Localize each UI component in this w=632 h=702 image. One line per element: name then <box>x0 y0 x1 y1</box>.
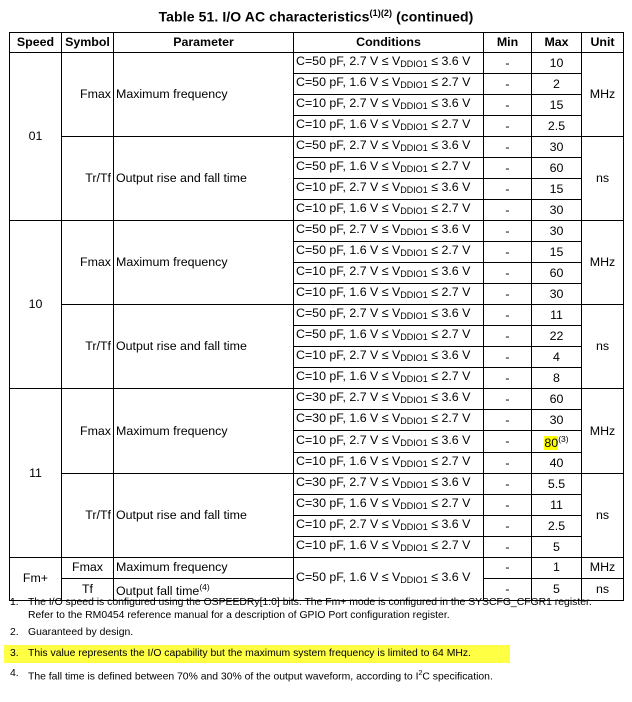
condition-suffix: ≤ 3.6 V <box>427 138 471 152</box>
condition-prefix: C=50 pF, 1.6 V ≤ V <box>296 75 401 89</box>
condition-cell <box>294 221 484 242</box>
condition-subscript: DDIO1 <box>400 185 428 195</box>
speed-cell: 10 <box>10 221 62 389</box>
condition-suffix: ≤ 2.7 V <box>427 159 471 173</box>
condition-suffix: ≤ 2.7 V <box>427 538 471 552</box>
table-row <box>10 305 624 326</box>
condition-cell <box>294 200 484 221</box>
footnote-2: 2. Guaranteed by design. <box>10 627 134 639</box>
min-cell: - <box>484 284 532 305</box>
parameter-cell: Maximum frequency <box>114 53 294 137</box>
max-value: 30 <box>549 286 564 301</box>
max-value: 5.5 <box>547 476 566 491</box>
max-value: 40 <box>549 455 564 470</box>
min-cell: - <box>484 431 532 453</box>
condition-cell <box>294 74 484 95</box>
condition-suffix: ≤ 3.6 V <box>427 96 471 110</box>
condition-prefix: C=30 pF, 2.7 V ≤ V <box>296 390 401 404</box>
min-cell: - <box>484 137 532 158</box>
unit-cell: ns <box>582 578 624 600</box>
max-cell <box>532 410 582 431</box>
condition-suffix: ≤ 2.7 V <box>427 496 471 510</box>
min-cell: - <box>484 158 532 179</box>
condition-suffix: ≤ 3.6 V <box>427 432 471 447</box>
condition-cell <box>294 158 484 179</box>
condition-cell <box>294 284 484 305</box>
max-value: 5 <box>553 539 560 554</box>
condition-cell <box>294 389 484 410</box>
parameter-cell: Maximum frequency <box>114 221 294 305</box>
max-value: 30 <box>549 223 564 238</box>
condition-subscript: DDIO1 <box>400 480 428 490</box>
footnote-3: 3. This value represents the I/O capability but the maximum system frequency is limited to 64 MHz. <box>4 645 510 664</box>
max-value: 2 <box>553 76 560 91</box>
max-cell <box>532 200 582 221</box>
condition-cell <box>294 116 484 137</box>
max-value: 11 <box>550 307 563 322</box>
min-cell: - <box>484 221 532 242</box>
condition-cell <box>294 537 484 558</box>
condition-suffix: ≤ 3.6 V <box>427 569 471 584</box>
condition-suffix: ≤ 2.7 V <box>427 201 471 215</box>
condition-subscript: DDIO1 <box>400 574 428 585</box>
parameter-cell <box>114 558 294 579</box>
table-row <box>10 558 624 579</box>
parameter-cell: Output rise and fall time <box>114 137 294 221</box>
condition-prefix: C=10 pF, 1.6 V ≤ V <box>296 454 401 468</box>
min-cell: - <box>484 305 532 326</box>
parameter-cell: Output rise and fall time <box>114 305 294 389</box>
condition-prefix: C=50 pF, 1.6 V ≤ V <box>296 243 401 257</box>
condition-suffix: ≤ 3.6 V <box>427 222 471 236</box>
max-value: 2.5 <box>547 118 566 133</box>
min-cell: - <box>484 495 532 516</box>
parameter-cell: Output rise and fall time <box>114 474 294 558</box>
condition-prefix: C=10 pF, 2.7 V ≤ V <box>296 96 401 110</box>
symbol-cell: Fmax <box>62 558 114 579</box>
footnote-ref: (4) <box>199 581 210 592</box>
table-row <box>10 474 624 495</box>
condition-prefix: C=50 pF, 2.7 V ≤ V <box>296 54 401 68</box>
max-cell <box>532 242 582 263</box>
symbol-cell: Tf <box>62 578 114 600</box>
condition-suffix: ≤ 3.6 V <box>427 390 471 404</box>
max-cell <box>532 516 582 537</box>
condition-suffix: ≤ 3.6 V <box>427 306 471 320</box>
condition-prefix: C=50 pF, 2.7 V ≤ V <box>296 306 401 320</box>
max-value: 80 <box>544 436 559 450</box>
header-min: Min <box>484 33 532 53</box>
max-value: 15 <box>549 244 564 259</box>
max-cell: 5 <box>532 578 582 600</box>
condition-cell <box>294 410 484 431</box>
table-title: Table 51. I/O AC characteristics$^{(1)(2)}$ (continued) <box>158 8 474 25</box>
speed-cell: Fm+ <box>10 558 62 601</box>
condition-cell <box>294 558 484 601</box>
condition-cell <box>294 137 484 158</box>
condition-prefix: C=10 pF, 1.6 V ≤ V <box>296 538 401 552</box>
min-cell: - <box>484 179 532 200</box>
condition-prefix: C=50 pF, 1.6 V ≤ V <box>296 159 401 173</box>
condition-cell <box>294 326 484 347</box>
max-value: 60 <box>549 160 564 175</box>
header-max: Max <box>532 33 582 53</box>
condition-subscript: DDIO1 <box>400 353 428 363</box>
condition-prefix: C=50 pF, 2.7 V ≤ V <box>296 222 401 236</box>
unit-cell: MHz <box>582 53 624 137</box>
condition-suffix: ≤ 2.7 V <box>427 411 471 425</box>
max-value: 10 <box>549 55 564 70</box>
header-conditions: Conditions <box>294 33 484 53</box>
min-cell: - <box>484 263 532 284</box>
header-speed: Speed <box>10 33 62 53</box>
condition-subscript: DDIO1 <box>400 206 428 216</box>
condition-prefix: C=10 pF, 1.6 V ≤ V <box>296 117 401 131</box>
max-cell <box>532 74 582 95</box>
condition-subscript: DDIO1 <box>400 80 428 90</box>
footnote-ref: (3) <box>558 434 569 444</box>
min-cell: - <box>484 389 532 410</box>
min-cell: - <box>484 558 532 579</box>
unit-cell: MHz <box>582 389 624 474</box>
condition-subscript: DDIO1 <box>400 437 428 448</box>
condition-subscript: DDIO1 <box>400 143 428 153</box>
condition-subscript: DDIO1 <box>400 269 428 279</box>
condition-suffix: ≤ 3.6 V <box>427 348 471 362</box>
min-cell: - <box>484 74 532 95</box>
condition-cell <box>294 431 484 453</box>
max-value: 30 <box>549 202 564 217</box>
condition-prefix: C=10 pF, 1.6 V ≤ V <box>296 201 401 215</box>
condition-prefix: C=30 pF, 2.7 V ≤ V <box>296 475 401 489</box>
unit-cell: ns <box>582 305 624 389</box>
condition-prefix: C=50 pF, 2.7 V ≤ V <box>296 138 401 152</box>
condition-prefix: C=10 pF, 2.7 V ≤ V <box>296 264 401 278</box>
condition-suffix: ≤ 2.7 V <box>427 117 471 131</box>
table-row <box>10 137 624 158</box>
max-value: 8 <box>553 370 560 385</box>
unit-cell: ns <box>582 474 624 558</box>
max-cell <box>532 326 582 347</box>
condition-cell <box>294 95 484 116</box>
max-cell <box>532 305 582 326</box>
condition-cell <box>294 179 484 200</box>
unit-cell: ns <box>582 137 624 221</box>
symbol-cell: Fmax <box>62 53 114 137</box>
max-cell: 1 <box>532 558 582 579</box>
max-value: 15 <box>549 181 564 196</box>
condition-suffix: ≤ 3.6 V <box>427 517 471 531</box>
table-row <box>10 53 624 74</box>
header-unit: Unit <box>582 33 624 53</box>
condition-subscript: DDIO1 <box>400 227 428 237</box>
symbol-cell: Fmax <box>62 389 114 474</box>
condition-cell <box>294 516 484 537</box>
min-cell: - <box>484 53 532 74</box>
condition-prefix: C=10 pF, 1.6 V ≤ V <box>296 369 401 383</box>
unit-cell: MHz <box>582 558 624 579</box>
condition-subscript: DDIO1 <box>400 332 428 342</box>
condition-cell <box>294 242 484 263</box>
condition-cell <box>294 305 484 326</box>
table-row <box>10 389 624 410</box>
max-cell <box>532 431 582 453</box>
condition-cell <box>294 263 484 284</box>
condition-prefix: C=30 pF, 1.6 V ≤ V <box>296 496 401 510</box>
max-value: 60 <box>549 391 564 406</box>
condition-subscript: DDIO1 <box>400 543 428 553</box>
max-value: 15 <box>549 97 564 112</box>
condition-subscript: DDIO1 <box>400 101 428 111</box>
symbol-cell: Fmax <box>62 221 114 305</box>
min-cell: - <box>484 537 532 558</box>
min-cell: - <box>484 453 532 474</box>
min-cell: - <box>484 578 532 600</box>
symbol-cell: Tr/Tf <box>62 137 114 221</box>
table-row <box>10 221 624 242</box>
min-cell: - <box>484 347 532 368</box>
condition-suffix: ≤ 2.7 V <box>427 75 471 89</box>
max-cell <box>532 389 582 410</box>
max-cell <box>532 453 582 474</box>
max-cell <box>532 95 582 116</box>
min-cell: - <box>484 474 532 495</box>
speed-cell: 11 <box>10 389 62 558</box>
max-cell <box>532 284 582 305</box>
max-cell <box>532 179 582 200</box>
max-value: 11 <box>550 497 563 512</box>
max-cell <box>532 53 582 74</box>
condition-subscript: DDIO1 <box>400 248 428 258</box>
max-value: 22 <box>549 328 564 343</box>
symbol-cell: Tr/Tf <box>62 474 114 558</box>
parameter-text: Output fall time <box>116 583 200 598</box>
min-cell: - <box>484 368 532 389</box>
condition-subscript: DDIO1 <box>400 416 428 426</box>
max-value: 2.5 <box>547 518 566 533</box>
condition-prefix: C=50 pF, 1.6 V ≤ V <box>296 569 401 584</box>
condition-cell <box>294 368 484 389</box>
condition-prefix: C=10 pF, 2.7 V ≤ V <box>296 180 401 194</box>
condition-prefix: C=10 pF, 1.6 V ≤ V <box>296 285 401 299</box>
parameter-text: Maximum frequency <box>116 560 228 575</box>
max-cell <box>532 221 582 242</box>
condition-subscript: DDIO1 <box>400 374 428 384</box>
max-value: 30 <box>549 139 564 154</box>
min-cell: - <box>484 200 532 221</box>
max-cell <box>532 474 582 495</box>
max-cell <box>532 263 582 284</box>
condition-prefix: C=10 pF, 2.7 V ≤ V <box>296 517 401 531</box>
condition-subscript: DDIO1 <box>400 290 428 300</box>
max-cell <box>532 137 582 158</box>
condition-cell <box>294 53 484 74</box>
condition-suffix: ≤ 3.6 V <box>427 475 471 489</box>
max-cell <box>532 495 582 516</box>
condition-subscript: DDIO1 <box>400 459 428 469</box>
condition-cell <box>294 474 484 495</box>
max-cell <box>532 158 582 179</box>
condition-subscript: DDIO1 <box>400 59 428 69</box>
condition-suffix: ≤ 3.6 V <box>427 264 471 278</box>
condition-subscript: DDIO1 <box>400 501 428 511</box>
condition-suffix: ≤ 3.6 V <box>427 180 471 194</box>
condition-subscript: DDIO1 <box>400 522 428 532</box>
unit-cell: MHz <box>582 221 624 305</box>
min-cell: - <box>484 242 532 263</box>
footnotes <box>10 597 622 689</box>
min-cell: - <box>484 516 532 537</box>
condition-prefix: C=10 pF, 2.7 V ≤ V <box>296 348 401 362</box>
min-cell: - <box>484 95 532 116</box>
table-body <box>10 53 624 601</box>
min-cell: - <box>484 326 532 347</box>
footnote-4: 4. The fall time is defined between 70% and 30% of the output waveform, according to $I^2C$ specification. <box>10 668 493 683</box>
condition-subscript: DDIO1 <box>400 122 428 132</box>
max-cell <box>532 368 582 389</box>
footnote-1: 1. The I/O speed is configured using the OSPEEDRy[1:0] bits. The Fm+ mode is configured in the SYSCFG_CFGR1 register. Refer to the RM0454 reference manual for a description of GPIO Port configuration register. <box>10 597 592 621</box>
max-value: 60 <box>549 265 564 280</box>
condition-prefix: C=10 pF, 2.7 V ≤ V <box>296 432 401 447</box>
condition-suffix: ≤ 3.6 V <box>427 54 471 68</box>
condition-subscript: DDIO1 <box>400 311 428 321</box>
condition-cell <box>294 495 484 516</box>
condition-suffix: ≤ 2.7 V <box>427 369 471 383</box>
speed-cell: 01 <box>10 53 62 221</box>
max-cell <box>532 347 582 368</box>
symbol-cell: Tr/Tf <box>62 305 114 389</box>
condition-prefix: C=50 pF, 1.6 V ≤ V <box>296 327 401 341</box>
table-header-row <box>10 33 624 53</box>
max-value: 4 <box>553 349 560 364</box>
min-cell: - <box>484 410 532 431</box>
condition-suffix: ≤ 2.7 V <box>427 327 471 341</box>
max-cell <box>532 116 582 137</box>
io-ac-table <box>9 32 624 601</box>
max-cell <box>532 537 582 558</box>
condition-suffix: ≤ 2.7 V <box>427 243 471 257</box>
header-symbol: Symbol <box>62 33 114 53</box>
min-cell: - <box>484 116 532 137</box>
header-parameter: Parameter <box>114 33 294 53</box>
condition-cell <box>294 453 484 474</box>
condition-subscript: DDIO1 <box>400 164 428 174</box>
condition-subscript: DDIO1 <box>400 395 428 405</box>
condition-suffix: ≤ 2.7 V <box>427 285 471 299</box>
parameter-cell: Maximum frequency <box>114 389 294 474</box>
condition-prefix: C=30 pF, 1.6 V ≤ V <box>296 411 401 425</box>
max-value: 30 <box>549 412 564 427</box>
condition-cell <box>294 347 484 368</box>
condition-suffix: ≤ 2.7 V <box>427 454 471 468</box>
